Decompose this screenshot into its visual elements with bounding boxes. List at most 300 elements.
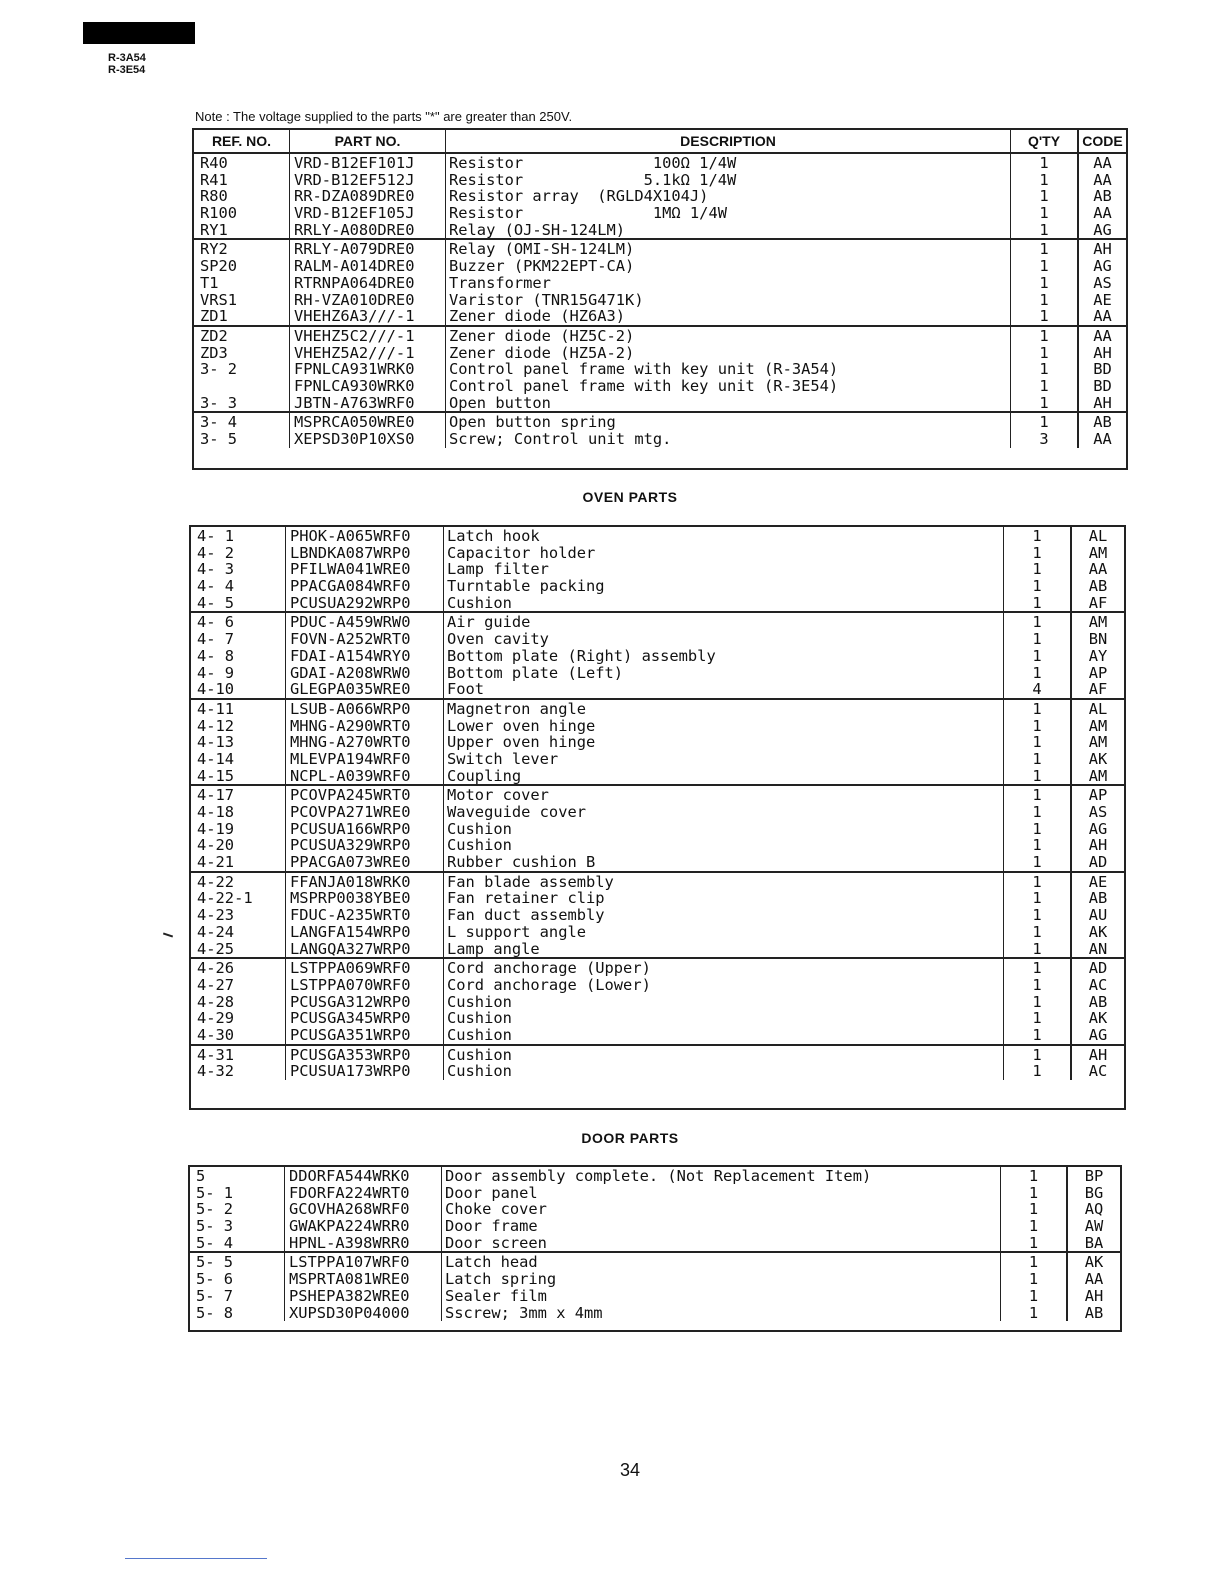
ref-cell: 3- 4 [200, 413, 238, 432]
desc-cell: Cord anchorage (Lower) [447, 975, 651, 994]
desc-cell: Bottom plate (Left) [447, 663, 624, 682]
description-column [444, 613, 1004, 697]
part-cell: FOVN-A252WRT0 [290, 630, 411, 649]
code-cell: AG [1093, 257, 1112, 276]
ref-no-column [194, 327, 290, 411]
code-cell: AA [1093, 326, 1112, 345]
row-group [191, 698, 1124, 784]
ref-no-column [191, 527, 286, 611]
description-column [442, 1253, 1001, 1321]
ref-no-column [191, 786, 286, 870]
ref-cell: 4- 7 [197, 630, 235, 649]
row-group [190, 1251, 1120, 1321]
code-column [1072, 1046, 1124, 1080]
code-cell: AK [1088, 749, 1108, 768]
ref-cell: 4-32 [197, 1062, 235, 1080]
qty-cell: 1 [1032, 872, 1042, 891]
ref-cell: 4-15 [197, 766, 235, 785]
ref-cell: 4-14 [197, 749, 235, 768]
desc-cell: Resistor 100Ω 1/4W [449, 154, 737, 172]
code-cell: AS [1088, 803, 1108, 821]
ref-cell [200, 378, 289, 395]
code-cell: AH [1088, 1045, 1108, 1064]
desc-cell: Rubber cushion B [447, 853, 596, 871]
desc-cell: Switch lever [447, 749, 559, 768]
qty-cell: 1 [1039, 360, 1049, 379]
ref-cell: ZD3 [200, 343, 228, 362]
ref-no-column [191, 700, 286, 784]
code-cell: AK [1088, 1009, 1108, 1028]
qty-cell: 1 [1028, 1270, 1039, 1289]
qty-column [1004, 786, 1072, 870]
ref-cell: R80 [200, 187, 228, 206]
code-cell: AA [1093, 307, 1112, 325]
part-no-column [290, 327, 446, 411]
desc-cell: Cushion [447, 1025, 512, 1044]
qty-cell: 1 [1039, 273, 1049, 292]
qty-cell: 1 [1028, 1217, 1039, 1236]
desc-cell: Capacitor holder [447, 543, 596, 562]
ref-cell: ZD2 [200, 326, 228, 345]
part-cell: PCUSGA345WRP0 [290, 1009, 411, 1028]
ref-cell: 4- 9 [197, 663, 235, 682]
code-cell: AA [1084, 1270, 1104, 1289]
ref-cell: 4-27 [197, 975, 235, 994]
code-cell: AA [1093, 204, 1112, 223]
desc-cell: Latch spring [445, 1270, 557, 1289]
part-no-column [286, 873, 444, 957]
desc-cell: Control panel frame with key unit (R-3A54) [449, 360, 839, 379]
part-cell: PCUSUA173WRP0 [290, 1062, 411, 1080]
desc-cell: Open button [449, 393, 551, 412]
qty-cell: 1 [1032, 613, 1042, 632]
ref-cell: 4-23 [197, 906, 235, 925]
ref-cell: 5- 8 [196, 1303, 234, 1322]
ref-cell: R41 [200, 170, 228, 189]
ref-cell: 4- 8 [197, 646, 235, 665]
desc-cell: Turntable packing [447, 577, 605, 596]
page-number: 34 [619, 1460, 641, 1480]
ref-cell: 4-30 [197, 1025, 235, 1044]
part-no-column [286, 786, 444, 870]
desc-cell: Lower oven hinge [447, 716, 596, 735]
desc-cell: Cushion [447, 992, 512, 1011]
part-cell: VHEHZ5C2///-1 [294, 326, 415, 345]
desc-cell: Foot [447, 680, 485, 698]
header-black-bar [83, 22, 195, 44]
qty-cell: 1 [1032, 699, 1042, 718]
header-code: CODE [1082, 133, 1123, 149]
ref-cell: 5- 5 [196, 1253, 234, 1272]
code-column [1072, 527, 1124, 611]
part-no-column [286, 959, 444, 1043]
code-cell: AG [1088, 819, 1108, 838]
part-cell: LANGQA327WRP0 [290, 939, 411, 958]
row-group [191, 784, 1124, 870]
code-cell: AM [1088, 733, 1108, 752]
code-cell: AE [1088, 872, 1108, 891]
part-cell: GWAKPA224WRR0 [289, 1217, 410, 1236]
part-cell: NCPL-A039WRF0 [290, 766, 411, 785]
code-column [1072, 873, 1124, 957]
ref-cell: 4-11 [197, 699, 235, 718]
desc-cell: Motor cover [447, 786, 549, 805]
desc-cell: Magnetron angle [447, 699, 586, 718]
desc-cell: Cord anchorage (Upper) [447, 959, 651, 978]
qty-cell: 1 [1039, 154, 1049, 172]
description-column [446, 154, 1011, 238]
voltage-note: Note : The voltage supplied to the parts "*" are greater than 250V. [195, 109, 573, 124]
part-cell: XUPSD30P04000 [289, 1303, 410, 1322]
desc-cell: Oven cavity [447, 630, 549, 649]
desc-cell: Latch head [445, 1253, 538, 1272]
ref-cell: 4-24 [197, 922, 235, 941]
code-cell: BG [1084, 1183, 1104, 1202]
ref-cell: 4-26 [197, 959, 235, 978]
qty-cell: 1 [1032, 630, 1042, 649]
ref-cell: 5- 7 [196, 1286, 234, 1305]
code-column [1079, 327, 1126, 411]
ref-no-column [194, 154, 290, 238]
desc-cell: Door frame [445, 1217, 538, 1236]
part-cell: VRD-B12EF101J [294, 154, 415, 172]
ref-cell: 4- 5 [197, 593, 235, 612]
code-cell: AD [1088, 853, 1108, 871]
qty-cell: 1 [1028, 1167, 1039, 1185]
part-cell: FDUC-A235WRT0 [290, 906, 411, 925]
code-cell: AH [1093, 240, 1112, 259]
desc-cell: Cushion [447, 819, 512, 838]
code-cell: AA [1093, 430, 1112, 448]
code-cell: AE [1093, 290, 1112, 309]
code-cell: AH [1084, 1286, 1104, 1305]
ref-cell: 5- 3 [196, 1217, 234, 1236]
code-cell: AP [1088, 786, 1108, 805]
ref-cell: R100 [200, 204, 238, 223]
ref-cell: 4-25 [197, 939, 235, 958]
desc-cell: Transformer [449, 273, 551, 292]
qty-cell: 1 [1028, 1183, 1039, 1202]
table-header [194, 130, 1126, 154]
description-column [446, 413, 1011, 447]
part-cell: LSTPPA069WRF0 [290, 959, 411, 978]
desc-cell: Latch hook [447, 527, 540, 545]
qty-cell: 1 [1032, 733, 1042, 752]
part-cell: RRLY-A080DRE0 [294, 220, 415, 239]
qty-cell: 1 [1032, 959, 1042, 978]
code-cell: AW [1084, 1217, 1104, 1236]
qty-cell: 1 [1028, 1200, 1039, 1219]
code-cell: AM [1088, 766, 1108, 785]
row-group [191, 871, 1124, 957]
ref-cell: 4-19 [197, 819, 235, 838]
section-title-door-parts: DOOR PARTS [581, 1130, 679, 1146]
code-cell: AB [1084, 1303, 1104, 1322]
row-group [194, 411, 1126, 447]
model-numbers [108, 52, 146, 76]
code-cell: AF [1088, 593, 1108, 612]
part-cell: VRD-B12EF105J [294, 204, 415, 223]
qty-cell: 1 [1032, 1045, 1042, 1064]
part-cell: PCOVPA245WRT0 [290, 786, 411, 805]
qty-cell: 1 [1039, 413, 1049, 432]
part-cell: RR-DZA089DRE0 [294, 187, 415, 206]
part-cell: FDAI-A154WRY0 [290, 646, 411, 665]
desc-cell: Choke cover [445, 1200, 547, 1219]
part-cell: XEPSD30P10XS0 [294, 430, 415, 448]
desc-cell: Coupling [447, 766, 522, 785]
code-cell: AA [1088, 560, 1108, 579]
ref-cell: 4- 1 [197, 527, 235, 545]
ref-cell: 4-17 [197, 786, 235, 805]
row-group [194, 154, 1126, 238]
code-cell: AK [1084, 1253, 1104, 1272]
part-no-column [285, 1253, 442, 1321]
ref-no-column [191, 613, 286, 697]
ref-cell: 4-29 [197, 1009, 235, 1028]
ref-cell: 5- 6 [196, 1270, 234, 1289]
desc-cell: Control panel frame with key unit (R-3E54) [449, 376, 839, 395]
part-cell: LBNDKA087WRP0 [290, 543, 411, 562]
code-cell: BP [1084, 1167, 1104, 1185]
desc-cell: Door panel [445, 1183, 538, 1202]
code-column [1072, 959, 1124, 1043]
qty-column [1004, 1046, 1072, 1080]
ref-cell: VRS1 [200, 290, 238, 309]
qty-cell: 1 [1039, 290, 1049, 309]
qty-cell: 1 [1032, 593, 1042, 612]
qty-cell: 1 [1028, 1233, 1039, 1252]
qty-cell: 1 [1032, 786, 1042, 805]
part-cell: PCUSUA166WRP0 [290, 819, 411, 838]
code-cell: AL [1088, 527, 1108, 545]
desc-cell: Door screen [445, 1233, 547, 1252]
part-cell: RRLY-A079DRE0 [294, 240, 415, 259]
part-cell: MHNG-A290WRT0 [290, 716, 411, 735]
footer-rule [125, 1558, 267, 1559]
code-cell: AG [1093, 220, 1112, 239]
qty-cell: 1 [1032, 577, 1042, 596]
desc-cell: Door assembly complete. (Not Replacement Item) [445, 1167, 872, 1185]
margin-mark [163, 933, 173, 938]
qty-cell: 1 [1032, 853, 1042, 871]
desc-cell: Relay (OMI-SH-124LM) [449, 240, 635, 259]
part-cell: GLEGPA035WRE0 [290, 680, 411, 698]
ref-cell: 5 [196, 1167, 206, 1185]
code-cell: AM [1088, 613, 1108, 632]
part-cell: FDORFA224WRT0 [289, 1183, 410, 1202]
code-column [1079, 154, 1126, 238]
part-no-column [286, 527, 444, 611]
desc-cell: Lamp angle [447, 939, 540, 958]
part-cell: VRD-B12EF512J [294, 170, 415, 189]
part-cell: PCUSGA312WRP0 [290, 992, 411, 1011]
qty-cell: 1 [1032, 889, 1042, 908]
part-no-column [290, 240, 446, 324]
desc-cell: Upper oven hinge [447, 733, 596, 752]
part-cell: PSHEPA382WRE0 [289, 1286, 410, 1305]
ref-cell: 3- 5 [200, 430, 238, 448]
table-body [194, 154, 1126, 448]
code-cell: AS [1093, 273, 1112, 292]
ref-no-column [194, 240, 290, 324]
qty-cell: 1 [1032, 1025, 1042, 1044]
qty-column [1011, 327, 1079, 411]
ref-no-column [194, 413, 290, 447]
qty-cell: 1 [1032, 1062, 1042, 1080]
qty-cell: 1 [1039, 220, 1049, 239]
qty-column [1001, 1167, 1068, 1251]
header-ref-no: REF. NO. [194, 130, 290, 152]
part-cell: LANGFA154WRP0 [290, 922, 411, 941]
qty-cell: 1 [1028, 1286, 1039, 1305]
part-no-column [290, 413, 446, 447]
part-no-column [286, 1046, 444, 1080]
code-cell: BA [1084, 1233, 1104, 1252]
code-cell: AB [1088, 577, 1108, 596]
part-cell: FPNLCA931WRK0 [294, 360, 415, 379]
part-cell: LSUB-A066WRP0 [290, 699, 411, 718]
qty-cell: 1 [1032, 836, 1042, 855]
row-group [194, 325, 1126, 411]
part-cell: RTRNPA064DRE0 [294, 273, 415, 292]
qty-cell: 1 [1032, 992, 1042, 1011]
qty-cell: 1 [1032, 1009, 1042, 1028]
qty-column [1011, 413, 1079, 447]
code-cell: AD [1088, 959, 1108, 978]
qty-cell: 1 [1039, 376, 1049, 395]
ref-no-column [191, 1046, 286, 1080]
desc-cell: Cushion [447, 836, 512, 855]
parts-table-oven [189, 525, 1126, 1110]
part-cell: VHEHZ6A3///-1 [294, 307, 415, 325]
part-cell: RALM-A014DRE0 [294, 257, 415, 276]
desc-cell: Buzzer (PKM22EPT-CA) [449, 257, 635, 276]
ref-cell: 4- 4 [197, 577, 235, 596]
code-cell: AA [1093, 170, 1112, 189]
code-cell: AH [1088, 836, 1108, 855]
qty-cell: 1 [1032, 543, 1042, 562]
ref-cell: 4-10 [197, 680, 235, 698]
row-group [190, 1167, 1120, 1251]
desc-cell: Sealer film [445, 1286, 547, 1305]
description-column [446, 240, 1011, 324]
part-no-column [286, 700, 444, 784]
code-column [1072, 700, 1124, 784]
qty-cell: 1 [1032, 766, 1042, 785]
qty-cell: 1 [1032, 803, 1042, 821]
part-cell: PPACGA073WRE0 [290, 853, 411, 871]
code-cell: AL [1088, 699, 1108, 718]
description-column [444, 786, 1004, 870]
desc-cell: Varistor (TNR15G471K) [449, 290, 644, 309]
part-cell: MHNG-A270WRT0 [290, 733, 411, 752]
part-cell: MLEVPA194WRF0 [290, 749, 411, 768]
row-group [191, 1044, 1124, 1080]
code-cell: AB [1088, 889, 1108, 908]
description-column [446, 327, 1011, 411]
ref-cell: SP20 [200, 257, 238, 276]
qty-column [1011, 154, 1079, 238]
desc-cell: Resistor 1MΩ 1/4W [449, 204, 727, 223]
ref-no-column [190, 1253, 285, 1321]
description-column [444, 959, 1004, 1043]
qty-cell: 1 [1039, 393, 1049, 412]
code-cell: AN [1088, 939, 1108, 958]
ref-cell: R40 [200, 154, 228, 172]
ref-cell: ZD1 [200, 307, 228, 325]
header-part-no: PART NO. [290, 130, 446, 152]
parts-table-control [192, 128, 1128, 470]
code-cell: AF [1088, 680, 1108, 698]
qty-cell: 1 [1032, 906, 1042, 925]
header-description: DESCRIPTION [446, 130, 1011, 152]
ref-cell: T1 [200, 273, 219, 292]
qty-column [1004, 613, 1072, 697]
desc-cell: Fan duct assembly [447, 906, 605, 925]
code-cell: AC [1088, 1062, 1108, 1080]
qty-column [1004, 527, 1072, 611]
desc-cell: Sscrew; 3mm x 4mm [445, 1303, 603, 1322]
code-column [1072, 613, 1124, 697]
model-number: R-3A54 [108, 52, 146, 64]
qty-cell: 1 [1032, 663, 1042, 682]
code-cell: AM [1088, 716, 1108, 735]
ref-no-column [191, 959, 286, 1043]
ref-no-column [190, 1167, 285, 1251]
qty-cell: 1 [1028, 1303, 1039, 1322]
row-group [191, 957, 1124, 1043]
desc-cell: Zener diode (HZ5C-2) [449, 326, 635, 345]
code-cell: AP [1088, 663, 1108, 682]
ref-cell: 4-12 [197, 716, 235, 735]
part-no-column [285, 1167, 442, 1251]
desc-cell: Lamp filter [447, 560, 549, 579]
qty-cell: 1 [1032, 646, 1042, 665]
desc-cell: Cushion [447, 593, 512, 612]
ref-cell: RY1 [200, 220, 228, 239]
part-cell: PPACGA084WRF0 [290, 577, 411, 596]
code-cell: AC [1088, 975, 1108, 994]
qty-cell: 1 [1039, 187, 1049, 206]
row-group [191, 611, 1124, 697]
desc-cell: Fan retainer clip [447, 889, 605, 908]
model-number: R-3E54 [108, 64, 146, 76]
code-cell: BD [1093, 360, 1112, 379]
row-group [191, 527, 1124, 611]
code-cell: AY [1088, 646, 1108, 665]
qty-cell: 1 [1032, 939, 1042, 958]
qty-cell: 1 [1032, 560, 1042, 579]
part-cell: FFANJA018WRK0 [290, 872, 411, 891]
ref-cell: 4-22 [197, 872, 235, 891]
ref-cell: 5- 1 [196, 1183, 234, 1202]
ref-cell: 4-20 [197, 836, 235, 855]
ref-cell: 4- 2 [197, 543, 235, 562]
ref-cell: 3- 3 [200, 393, 238, 412]
desc-cell: L support angle [447, 922, 586, 941]
ref-cell: 3- 2 [200, 360, 238, 379]
row-group [194, 238, 1126, 324]
code-cell: BN [1088, 630, 1108, 649]
part-cell: PCUSUA292WRP0 [290, 593, 411, 612]
part-cell: LSTPPA107WRF0 [289, 1253, 410, 1272]
part-cell: PFILWA041WRE0 [290, 560, 411, 579]
part-cell: HPNL-A398WRR0 [289, 1233, 410, 1252]
qty-cell: 1 [1032, 527, 1042, 545]
qty-cell: 1 [1032, 819, 1042, 838]
part-cell: MSPRP0038YBE0 [290, 889, 411, 908]
